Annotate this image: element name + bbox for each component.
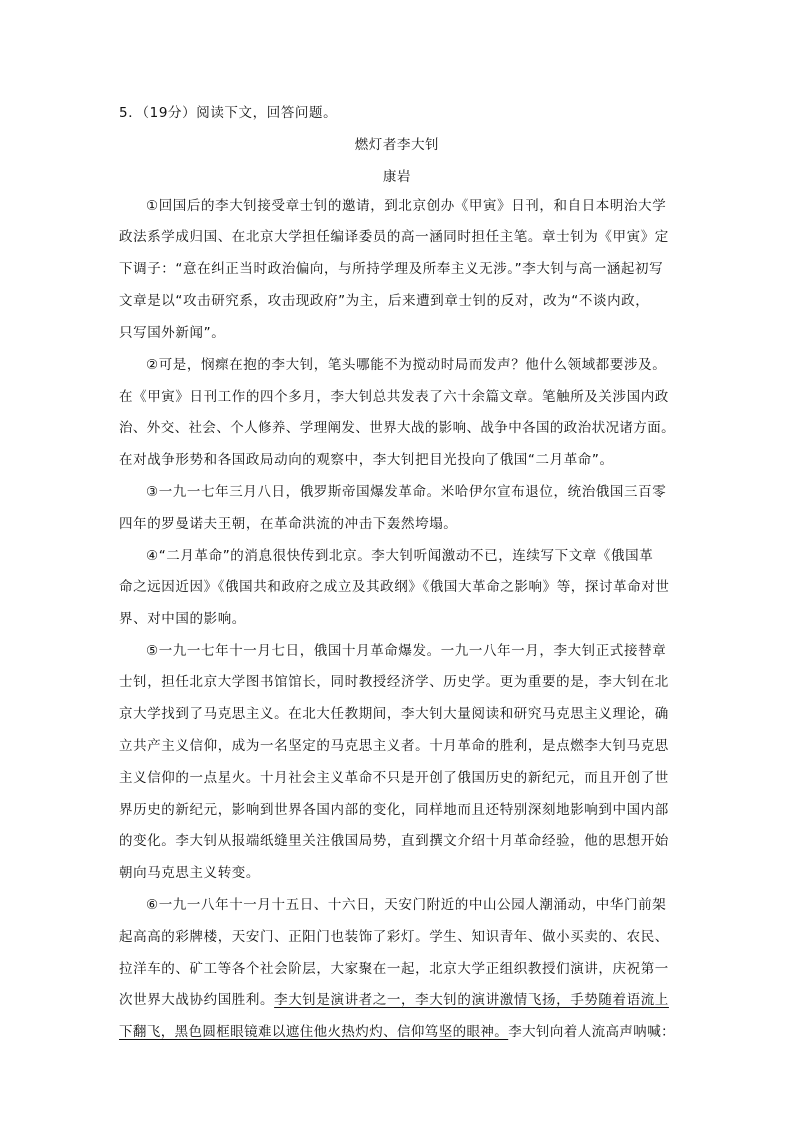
paragraph-4-line-1: ④“二月革命”的消息很快传到北京。李大钊听闻激动不已，连续写下文章《俄国革 [146,548,654,564]
paragraph-1-line-1: ①回国后的李大钊接受章士钊的邀请，到北京创办《甲寅》日刊，和自日本明治大学 [146,198,667,214]
paragraph-2-line-3: 治、外交、社会、个人修养、学理阐发、世界大战的影响、战争中各国的政治状况诸方面。 [119,420,675,436]
paragraph-6-line-3: 拉洋车的、矿工等各个社会阶层，大家聚在一起，北京大学正组织教授们演讲，庆祝第一 [119,961,669,977]
paragraph-5-line-4: 立共产主义信仰，成为一名坚定的马克思主义者。十月革命的胜利，是点燃李大钊马克思 [119,738,669,754]
paragraph-5-line-7: 的变化。李大钊从报端纸缝里关注俄国局势，直到撰文介绍十月革命经验，他的思想开始 [119,833,669,849]
paragraph-6-line-4-text: 次世界大战协约国胜利。 [119,992,275,1008]
paragraph-6-line-5 [119,1023,675,1041]
paragraph-4-line-2: 命之远因近因》《俄国共和政府之成立及其政纲》《俄国大革命之影响》等，探讨革命对世 [119,579,670,595]
paragraph-4-line-3: 界、对中国的影响。 [119,611,246,627]
paragraph-5-line-3: 京大学找到了马克思主义。在北大任教期间，李大钊大量阅读和研究马克思主义理论，确 [119,706,669,722]
paragraph-5-line-6: 界历史的新纪元，影响到世界各国内部的变化，同样地而且还特别深刻地影响到中国内部 [119,802,669,818]
paragraph-3-line-2: 四年的罗曼诺夫王朝，在革命洪流的冲击下轰然垮塌。 [119,516,458,532]
paragraph-6-line-2: 起高高的彩牌楼，天安门、正阳门也装饰了彩灯。学生、知识青年、做小买卖的、农民、 [119,929,669,945]
paragraph-1-line-3: 下调子：“意在纠正当时政治偏向，与所持学理及所奉主义无涉。”李大钊与高一涵起初写 [119,261,664,277]
paragraph-1-line-4: 文章是以“攻击研究系，攻击现政府”为主，后来遭到章士钊的反对，改为“不谈内政， [119,293,650,309]
question-header: 5．（19分）阅读下文，回答问题。 [119,105,338,121]
article-title: 燃灯者李大钊 [354,137,440,153]
paragraph-5-line-5: 主义信仰的一点星火。十月社会主义革命不只是开创了俄国历史的新纪元，而且开创了世 [119,770,669,786]
paragraph-2-line-2: 在《甲寅》日刊工作的四个多月，李大钊总共发表了六十余篇文章。笔触所及关涉国内政 [119,389,669,405]
underlined-sentence-part-2: 下翻飞，黑色圆框眼镜难以遮住他火热灼灼、信仰笃坚的眼神。 [119,1024,509,1040]
underlined-sentence-part-1: 李大钊是演讲者之一，李大钊的演讲激情飞扬，手势随着语流上 [274,992,669,1008]
paragraph-5-line-8: 朝向马克思主义转变。 [119,865,260,881]
paragraph-2-line-1: ②可是，悯瘝在抱的李大钊，笔头哪能不为搅动时局而发声？他什么领域都要涉及。 [146,357,667,373]
article-author: 康岩 [382,169,412,185]
paragraph-2-line-4: 在对战争形势和各国政局动向的观察中，李大钊把目光投向了俄国“二月革命”。 [119,452,614,468]
paragraph-6-line-4 [119,991,669,1009]
paragraph-6-line-1: ⑥一九一八年十一月十五日、十六日，天安门附近的中山公园人潮涌动，中华门前架 [146,897,667,913]
paragraph-1-line-2: 政法系学成归国、在北京大学担任编译委员的高一涵同时担任主笔。章士钊为《甲寅》定 [119,229,669,245]
paragraph-5-line-1: ⑤一九一七年十一月七日，俄国十月革命爆发。一九一八年一月，李大钊正式接替章 [146,643,667,659]
paragraph-3-line-1: ③一九一七年三月八日，俄罗斯帝国爆发革命。米哈伊尔宣布退位，统治俄国三百零 [146,484,667,500]
paragraph-6-line-5-text: 李大钊向着人流高声呐喊： [508,1024,676,1040]
paragraph-1-line-5: 只写国外新闻”。 [119,325,226,341]
paragraph-5-line-2: 士钊，担任北京大学图书馆馆长，同时教授经济学、历史学。更为重要的是，李大钊在北 [119,674,669,690]
